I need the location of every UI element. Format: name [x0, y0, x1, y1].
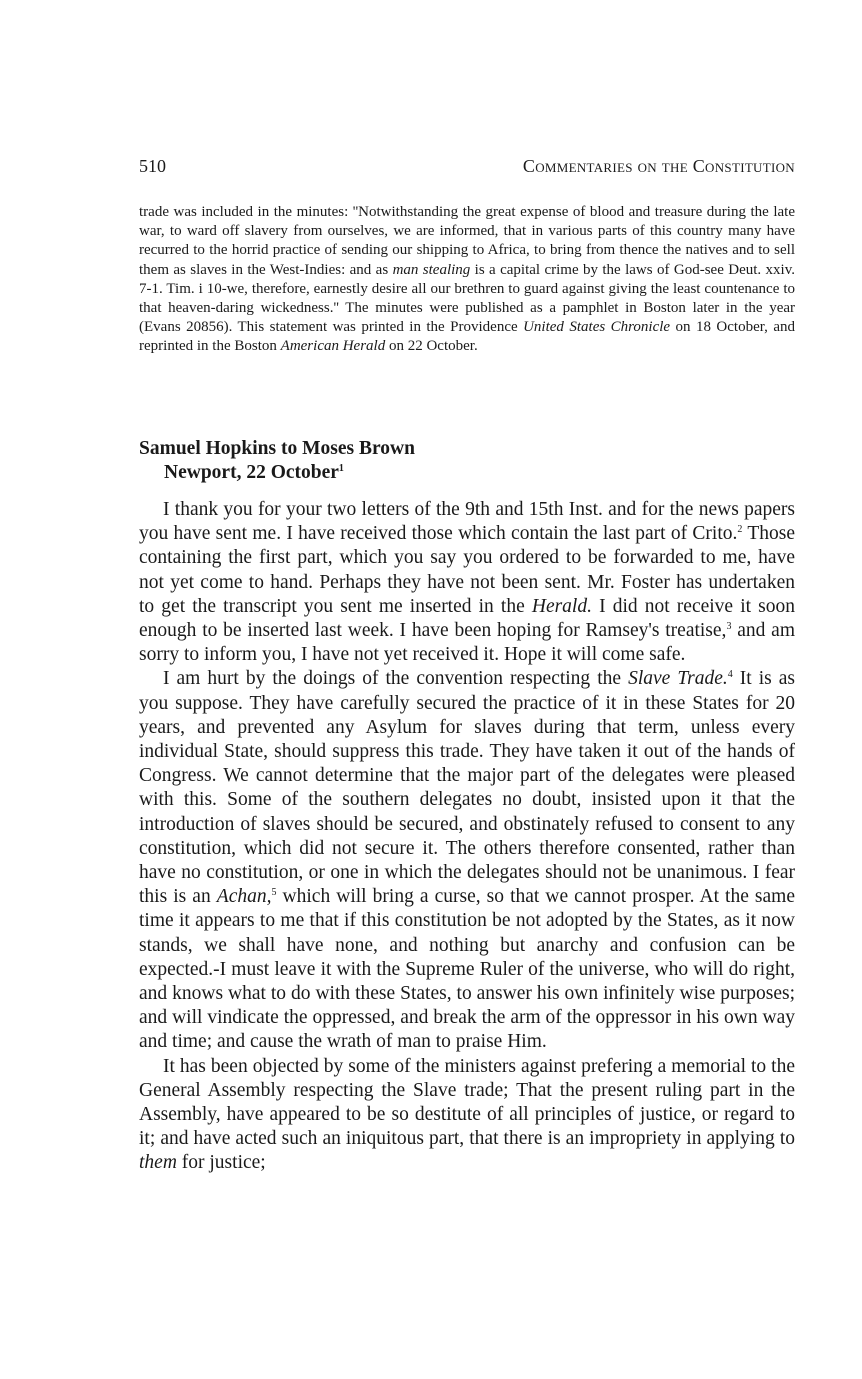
letter-title: Samuel Hopkins to Moses Brown — [139, 438, 415, 459]
note-italic: American Herald — [280, 338, 386, 355]
footnote-ref: 4 — [727, 669, 733, 681]
paragraph-text: It has been objected by some of the ministers against prefering a memorial to the General Assembly respecting the Slave trade; That the present ruling part in the Assembly, have appeared to be so destitute of all principles of justice, or regard to it; and have acted such an iniquitous part, that there is an impropriety in applying to — [139, 1055, 795, 1150]
letter-dateline — [139, 461, 795, 485]
letter-paragraph — [139, 667, 795, 1054]
paragraph-text: I am hurt by the doings of the convention respecting the — [163, 668, 629, 690]
paragraph-text: It is as you suppose. They have carefully secured the practice of it in these States for 20 years, and prevented any Asylum for slaves during that term, unless every individual State, should suppress this trade. They have taken it out of the hands of Congress. We cannot determine that the major part of the delegates were pleased with this. Some of the southern delegates no doubt, insisted upon it that the introduction of slaves should be secured, and obstinately refused to consent to any constitution, which did not secure it. The others therefore consented, rather than have no constitution, or one in which the delegates should not be unanimous. I fear this is an — [139, 668, 795, 908]
footnote-ref: 5 — [271, 887, 277, 899]
note-italic: United States Chronicle — [523, 319, 671, 336]
letter-heading — [139, 437, 795, 485]
paragraph-italic: Herald. — [531, 595, 592, 617]
paragraph-text: and am sorry to inform you, I have not yet received it. Hope it will come safe. — [139, 620, 796, 666]
editorial-note — [139, 203, 795, 357]
letter-body — [139, 498, 795, 1176]
note-text: on 18 October, and reprinted in the Boston — [139, 319, 796, 355]
paragraph-text: for justice; — [176, 1152, 266, 1174]
paragraph-italic: Slave Trade. — [628, 668, 728, 690]
dateline-text: Newport, 22 October — [164, 462, 339, 483]
letter-paragraph — [139, 1055, 795, 1176]
note-italic: man stealing — [392, 261, 471, 278]
note-text: trade was included in the minutes: ''Notwithstanding the great expense of blood and treasure during the late war, to ward off slavery from ourselves, we are informed, that in various parts of this country many have recurred to the horrid practice of sending our shipping to Africa, to bring from thence the natives and to sell them as slaves in the West-Indies: and as — [139, 204, 795, 278]
footnote-ref: 3 — [726, 621, 732, 633]
footnote-ref: 2 — [737, 524, 743, 536]
paragraph-text: I thank you for your two letters of the 9th and 15th Inst. and for the news papers you have sent me. I have received those which contain the last part of Crito. — [139, 499, 795, 545]
letter-paragraph — [139, 498, 795, 667]
paragraph-italic: them — [139, 1152, 177, 1174]
running-title: Commentaries on the Constitution — [522, 156, 795, 176]
note-text: on 22 October. — [385, 338, 478, 355]
paragraph-text: I did not receive it soon enough to be inserted last week. I have been hoping for Ramsey's treatise, — [139, 595, 795, 642]
paragraph-italic: Achan, — [216, 886, 272, 908]
paragraph-text: Those containing the first part, which you say you ordered to be forwarded to me, have not yet come to hand. Perhaps they have not been sent. Mr. Foster has undertaken to get the transcript you sent me inserted in the — [139, 523, 795, 617]
paragraph-text: which will bring a curse, so that we cannot prosper. At the same time it appears to me that if this constitution be not adopted by the States, as it now stands, we shall have none, and nothing but anarchy and confusion can be expected.-I must leave it with the Supreme Ruler of the universe, who will do right, and knows what to do with these States, to answer his own infinitely wise purposes; and will vindicate the oppressed, and break the arm of the oppressor in his own way and time; and cause the wrath of man to praise Him. — [139, 886, 795, 1053]
footnote-ref: 1 — [338, 463, 344, 474]
note-text: is a capital crime by the laws of God-see Deut. xxiv. 7-1. Tim. i 10-we, therefore, earnestly desire all our brethren to guard against giving the least countenance to that heaven-daring wickedness.'' The minutes were published as a pamphlet in Boston later in the year (Evans 20856). This statement was printed in the Providence — [139, 261, 795, 336]
page-number: 510 — [139, 156, 166, 176]
document-page — [139, 0, 795, 1379]
running-head — [139, 156, 795, 180]
